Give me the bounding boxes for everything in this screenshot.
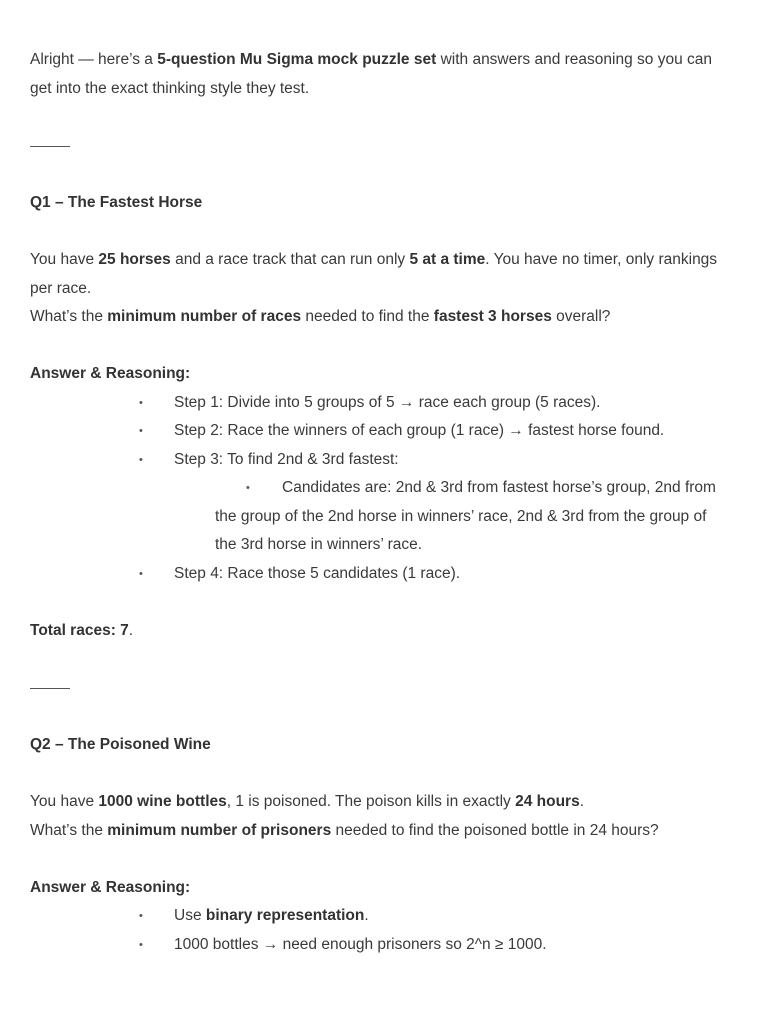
q1-answer-heading: Answer & Reasoning:: [30, 365, 191, 382]
section-divider: [30, 688, 70, 689]
q2-problem-statement: You have 1000 wine bottles, 1 is poisoned. The poison kills in exactly 24 hours.: [30, 793, 585, 810]
list-item: • Use binary representation.: [30, 902, 730, 931]
q1-problem-statement: You have 25 horses and a race track that can run only 5 at a time. You have no timer, only rankings per race.: [30, 251, 718, 297]
q2-question: What’s the minimum number of prisoners needed to find the poisoned bottle in 24 hours?: [30, 821, 659, 839]
bullet-icon: •: [246, 482, 250, 494]
list-item: • Step 2: Race the winners of each group (1 race) → fastest horse found.: [30, 417, 730, 446]
bullet-icon: •: [139, 938, 143, 951]
bullet-icon: •: [139, 396, 143, 409]
q1-title: Q1 – The Fastest Horse: [30, 194, 203, 211]
q2-title: Q2 – The Poisoned Wine: [30, 736, 211, 753]
q1-steps-list-cont: [30, 560, 730, 589]
intro-text: with answers and reasoning so you can get into the exact thinking style they test.: [30, 51, 712, 97]
q2-steps-list: [30, 902, 730, 959]
q1-sub-step: • Candidates are: 2nd & 3rd from fastest horse’s group, 2nd from the group of the 2nd horse in winners’ race, 2nd & 3rd from the group of the 3rd horse in winners’ race.: [30, 474, 730, 560]
list-item: • Step 1: Divide into 5 groups of 5 → race each group (5 races).: [30, 389, 730, 418]
bullet-icon: •: [139, 567, 143, 580]
q1-question: What’s the minimum number of races needed to find the fastest 3 horses overall?: [30, 308, 611, 325]
bullet-icon: •: [139, 425, 143, 437]
list-item: • Step 4: Race those 5 candidates (1 race).: [30, 560, 730, 589]
intro-text: Alright — here’s a: [30, 51, 158, 68]
q2-answer-heading: Answer & Reasoning:: [30, 878, 191, 896]
list-item: • 1000 bottles → need enough prisoners so 2^n ≥ 1000.: [30, 931, 730, 960]
intro-bold: 5-question Mu Sigma mock puzzle set: [157, 51, 437, 68]
intro-paragraph: [30, 46, 730, 103]
q1-total: Total races: 7.: [30, 621, 134, 639]
bullet-icon: •: [139, 453, 143, 466]
document-body: [30, 46, 730, 959]
q1-steps-list: [30, 389, 730, 475]
bullet-icon: •: [139, 910, 143, 922]
list-item: • Step 3: To find 2nd & 3rd fastest:: [30, 446, 730, 475]
section-divider: [30, 146, 70, 147]
